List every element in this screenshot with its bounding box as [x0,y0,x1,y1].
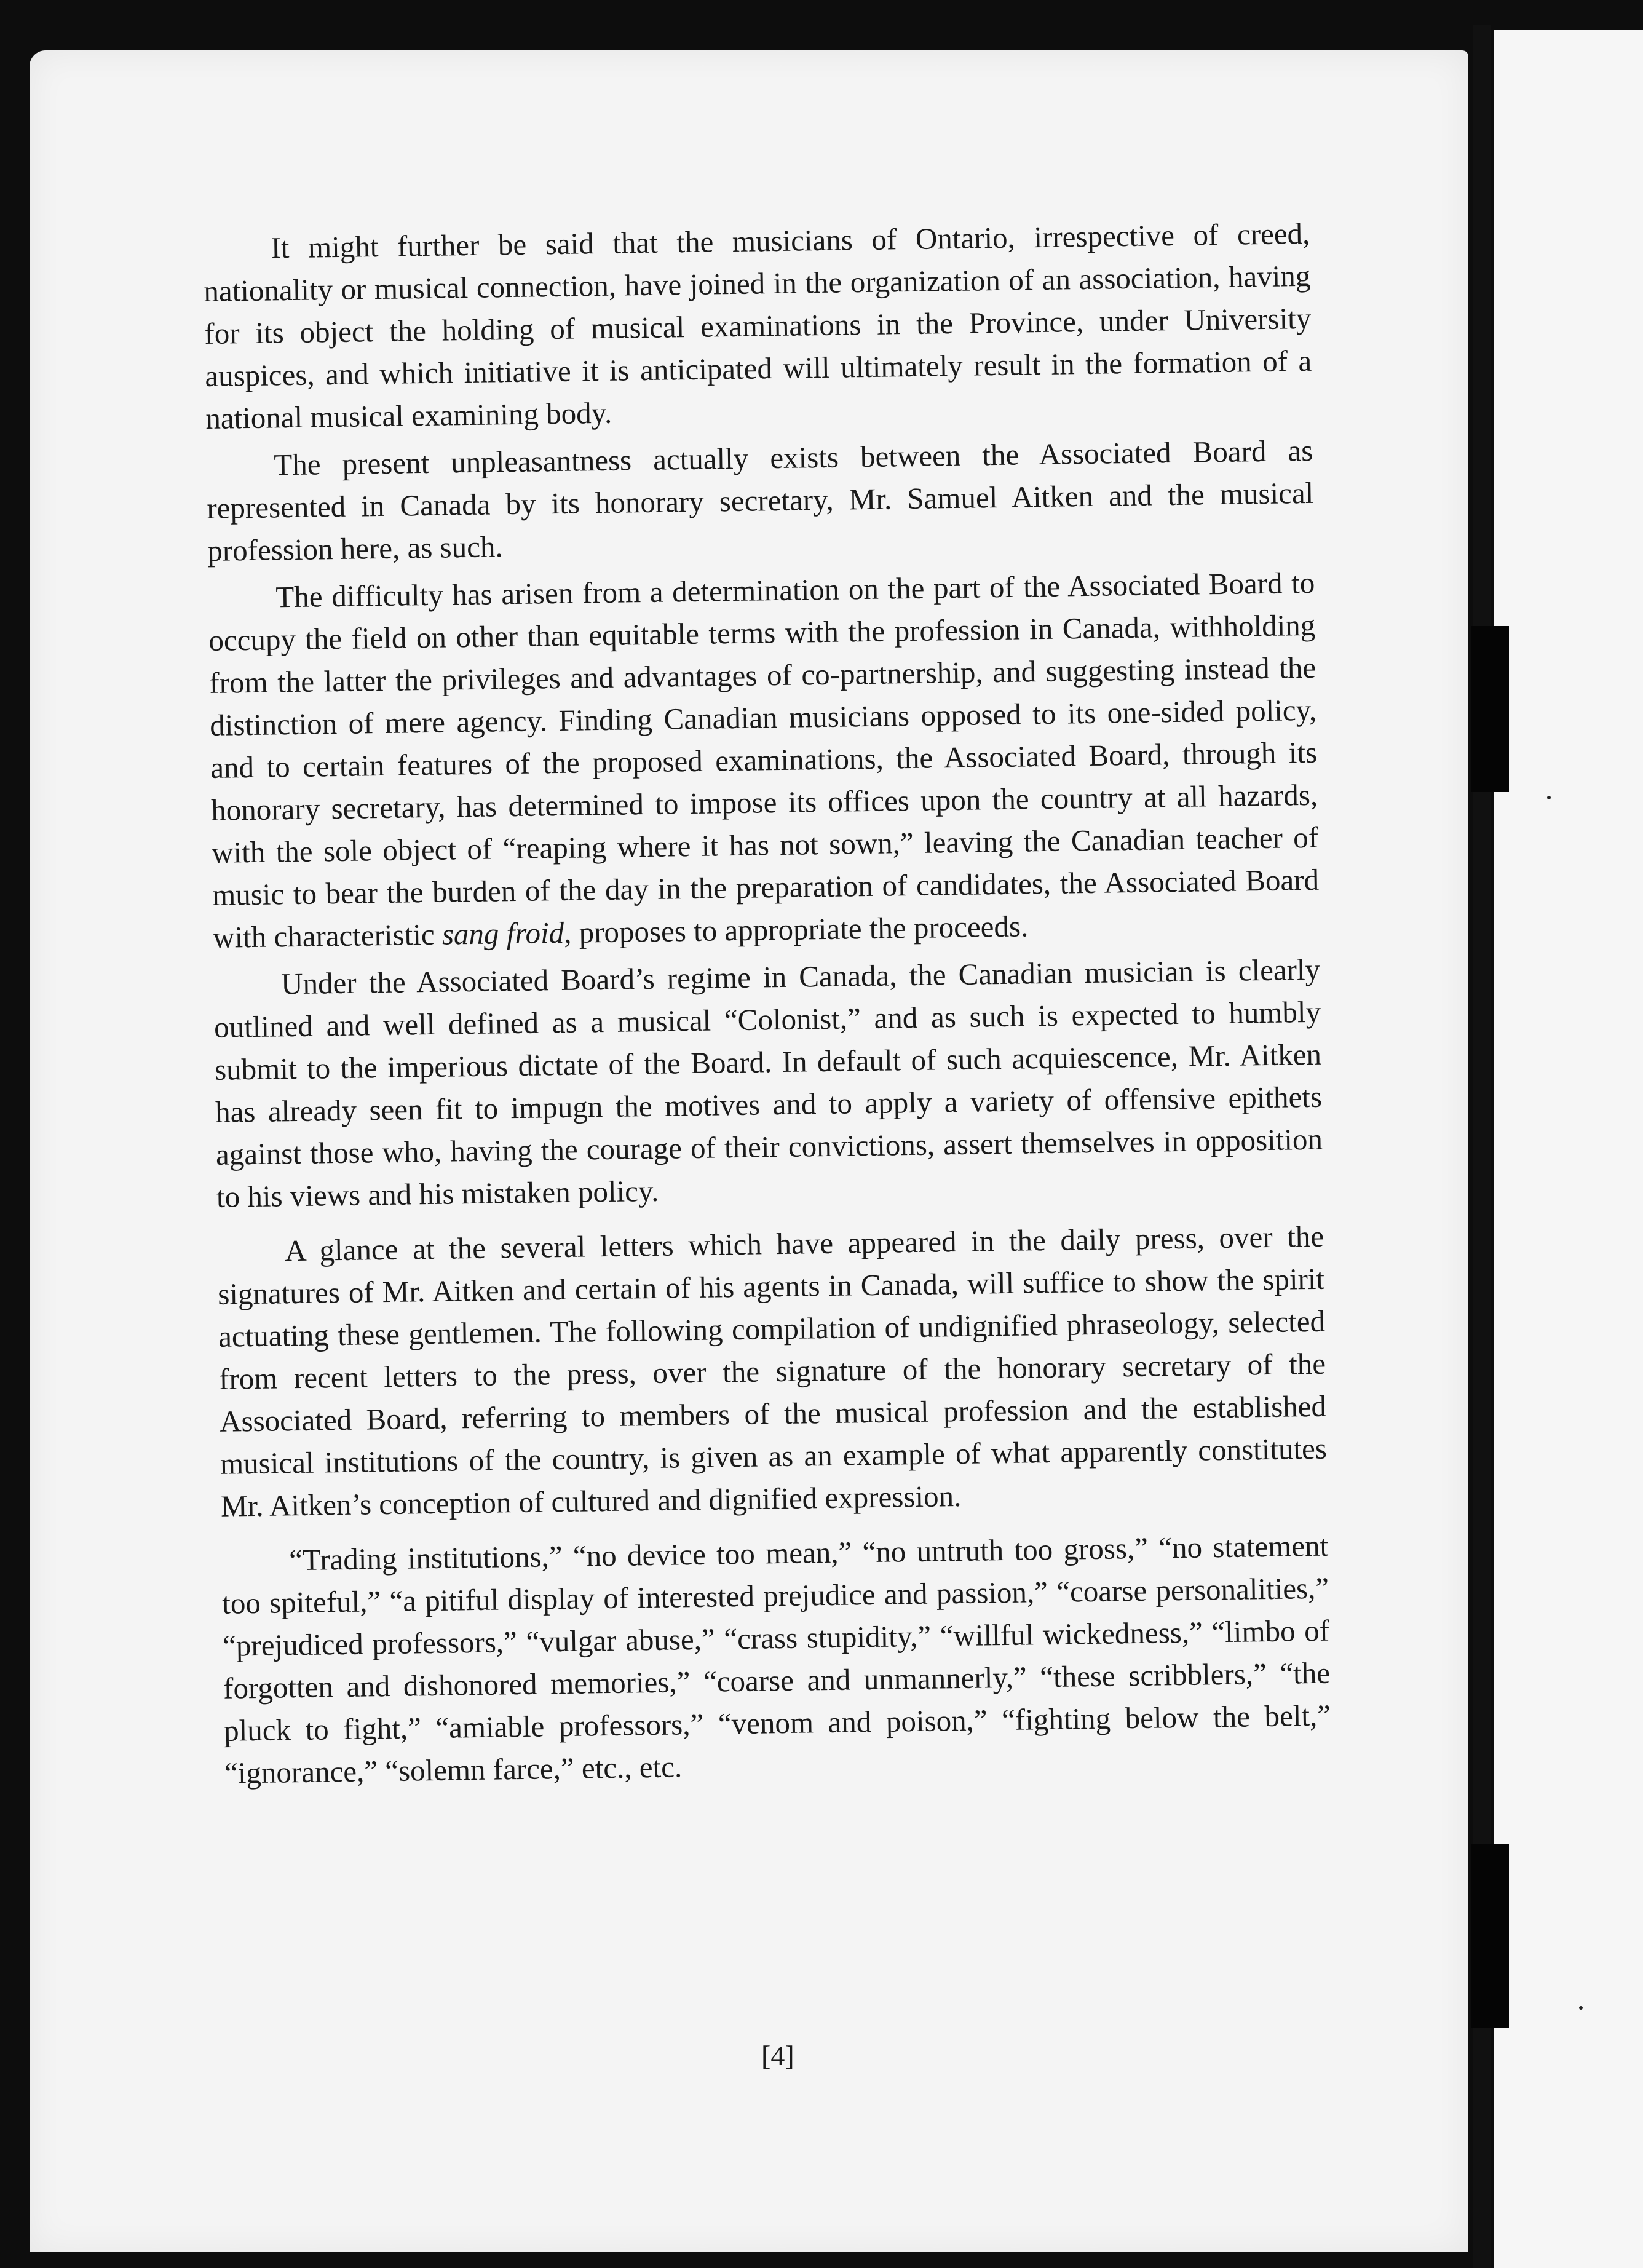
page-number: [4] [761,2040,794,2071]
paragraph-3-text-after: , proposes to appropriate the proceeds. [563,909,1029,950]
page-body-text [203,212,1332,1799]
paragraph-3-emphasis: sang froid [441,915,564,951]
paragraph-3 [208,561,1320,959]
paragraph-2: The present unpleasantness actually exists between the Associated Board as represented in Canada by its honorary secretary, Mr. Samuel Aitken and the musical profession here, as such. [206,433,1314,568]
dust-speck [1579,2006,1583,2010]
paragraph-1: It might further be said that the musicians of Ontario, irrespective of creed, nationality or musical connection, have joined in the organization of an association, having for its object the holding of musical examinations in the Province, under University auspices, and which initiative it is anticipated will ultimately result in the formation of a national musical examining body. [204,216,1312,435]
adjacent-page-edge [1494,30,1643,2268]
paragraph-6-quote-list: “Trading institutions,” “no device too mean,” “no untruth too gross,” “no statement too spiteful,” “a pitiful display of interested prejudice and passion,” “coarse personalities,” “prejudiced professors,” “vulgar abuse,” “crass stupidity,” “willful wickedness,” “limbo of forgotten and dishonored memories,” “coarse and unmannerly,” “these scribblers,” “the pluck to fight,” “amiable professors,” “venom and poison,” “fighting below the belt,” “ignorance,” “solemn farce,” etc., etc. [221,1528,1331,1790]
paragraph-3-text-before: The difficulty has arisen from a determination on the part of the Associated Board to occupy the field on other than equitable terms with the profession in Canada, withholding from the latter the privileges and advantages of co-partnership, and suggesting instead the distinction of mere agency. Finding Canadian musicians opposed to its one-sided policy, and to certain features of the proposed examinations, the Associated Board, through its honorary secretary, has determined to impose its offices upon the country at all hazards, with the sole object of “reaping where it has not sown,” leaving the Canadian teacher of music to bear the burden of the day in the preparation of candidates, the Associated Board with characteristic [208,565,1320,954]
dust-speck [1547,796,1551,799]
binding-clip-bottom [1471,1844,1509,2028]
paragraph-5: A glance at the several letters which have appeared in the daily press, over the signatures of Mr. Aitken and certain of his agents in Canada, will suffice to show the spirit actuating these gentlemen. The following compilation of undignified phraseology, selected from recent letters to the press, over the signature of the honorary secretary of the Associated Board, referring to members of the musical profession and the established musical institutions of the country, is given as an example of what apparently constitutes Mr. Aitken’s conception of cultured and dignified expression. [217,1219,1328,1523]
binding-clip-top [1471,626,1509,792]
paragraph-4: Under the Associated Board’s regime in Canada, the Canadian musician is clearly outlined and well defined as a musical “Colonist,” and as such is expected to humbly submit to the imperious dictate of the Board. In default of such acquiescence, Mr. Aitken has already seen fit to impugn the motives and to apply a variety of offensive epithets against those who, having the courage of their convictions, assert themselves in opposition to his views and his mistaken policy. [213,952,1323,1214]
